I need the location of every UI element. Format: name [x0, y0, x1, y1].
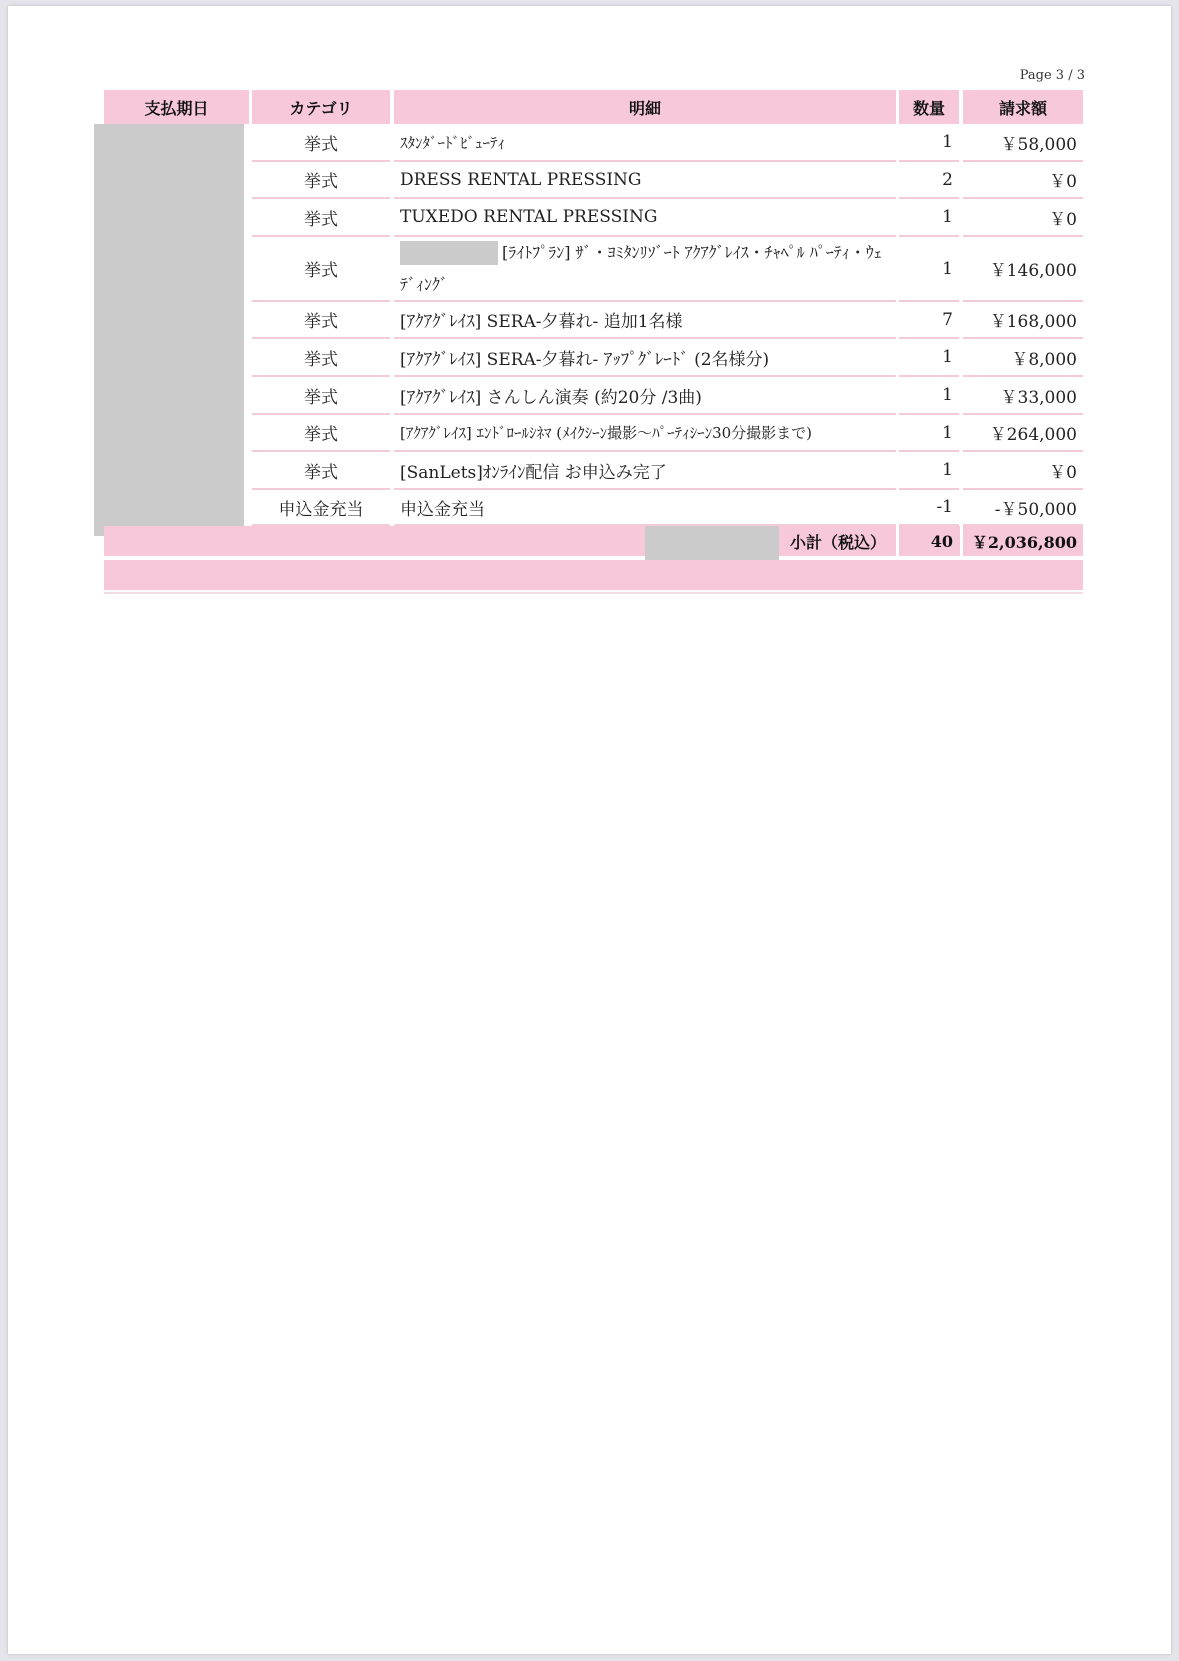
- table-row-description: ｽﾀﾝﾀﾞｰﾄﾞﾋﾞｭｰﾃｨ: [394, 124, 896, 162]
- page-number: Page 3 / 3: [1019, 68, 1085, 83]
- header-quantity: 数量: [899, 90, 959, 124]
- header-date: 支払期日: [104, 90, 249, 124]
- table-row-quantity: 1: [899, 452, 959, 490]
- table-row-quantity: 1: [899, 199, 959, 237]
- table-row-description: [ｱｸｱｸﾞﾚｲｽ] ｴﾝﾄﾞﾛｰﾙｼﾈﾏ (ﾒｲｸｼｰﾝ撮影～ﾊﾟｰﾃｨｼｰﾝ30分撮影まで): [394, 415, 896, 452]
- table-row-category: 挙式: [252, 199, 390, 237]
- table-row-category: 挙式: [252, 302, 390, 339]
- table-row-quantity: 1: [899, 237, 959, 302]
- table-row-category: 挙式: [252, 124, 390, 162]
- footer-band: [104, 560, 1083, 590]
- table-row-amount: ￥33,000: [963, 377, 1083, 415]
- invoice-page: [8, 6, 1171, 1654]
- table-row-description: TUXEDO RENTAL PRESSING: [394, 199, 896, 237]
- table-row-amount: ￥8,000: [963, 339, 1083, 377]
- redacted-block: [400, 241, 498, 265]
- redacted-block: [645, 526, 779, 564]
- table-row-quantity: -1: [899, 490, 959, 526]
- table-row-amount: ￥0: [963, 199, 1083, 237]
- subtotal-amount: ￥2,036,800: [971, 532, 1077, 552]
- table-row-quantity: 2: [899, 162, 959, 199]
- table-row-quantity: 7: [899, 302, 959, 339]
- footer-divider: [104, 592, 1083, 594]
- table-row-quantity: 1: [899, 124, 959, 162]
- table-row-category: 挙式: [252, 452, 390, 490]
- table-row-amount: ￥168,000: [963, 302, 1083, 339]
- table-row-description: 申込金充当: [394, 490, 896, 526]
- table-row-description: [ﾗｲﾄﾌﾟﾗﾝ] ｻﾞ・ﾖﾐﾀﾝﾘｿﾞｰﾄ ｱｸｱｸﾞﾚｲｽ・ﾁｬﾍﾟﾙ ﾊﾟｰﾃｨ・ｳｪﾃﾞｨﾝｸﾞ: [400, 242, 882, 294]
- table-row-description: [ｱｸｱｸﾞﾚｲｽ] さんしん演奏 (約20分 /3曲): [394, 377, 896, 415]
- header-category: カテゴリ: [252, 90, 390, 124]
- table-row-description-cell: [394, 237, 896, 302]
- table-row-amount: ￥264,000: [963, 415, 1083, 452]
- table-row-amount: -￥50,000: [963, 490, 1083, 526]
- table-row-quantity: 1: [899, 339, 959, 377]
- table-row-description: [ｱｸｱｸﾞﾚｲｽ] SERA-夕暮れ- ｱｯﾌﾟｸﾞﾚｰﾄﾞ (2名様分): [394, 339, 896, 377]
- table-row-category: 挙式: [252, 339, 390, 377]
- table-row-description: DRESS RENTAL PRESSING: [394, 162, 896, 199]
- table-row-category: 挙式: [252, 377, 390, 415]
- table-row-amount: ￥146,000: [963, 237, 1083, 302]
- redacted-date-column: [94, 124, 244, 536]
- table-row-category: 挙式: [252, 237, 390, 302]
- table-row-quantity: 1: [899, 415, 959, 452]
- table-row-amount: ￥0: [963, 162, 1083, 199]
- table-row-category: 申込金充当: [252, 490, 390, 526]
- header-amount: 請求額: [963, 90, 1083, 124]
- table-row-quantity: 1: [899, 377, 959, 415]
- table-row-category: 挙式: [252, 415, 390, 452]
- table-row-amount: ￥0: [963, 452, 1083, 490]
- table-row-description: [SanLets]ｵﾝﾗｲﾝ配信 お申込み完了: [394, 452, 896, 490]
- subtotal-quantity: 40: [930, 531, 953, 551]
- subtotal-label: 小計（税込）: [789, 532, 886, 552]
- table-row-description: [ｱｸｱｸﾞﾚｲｽ] SERA-夕暮れ- 追加1名様: [394, 302, 896, 339]
- header-description: 明細: [394, 90, 896, 124]
- table-row-amount: ￥58,000: [963, 124, 1083, 162]
- table-row-category: 挙式: [252, 162, 390, 199]
